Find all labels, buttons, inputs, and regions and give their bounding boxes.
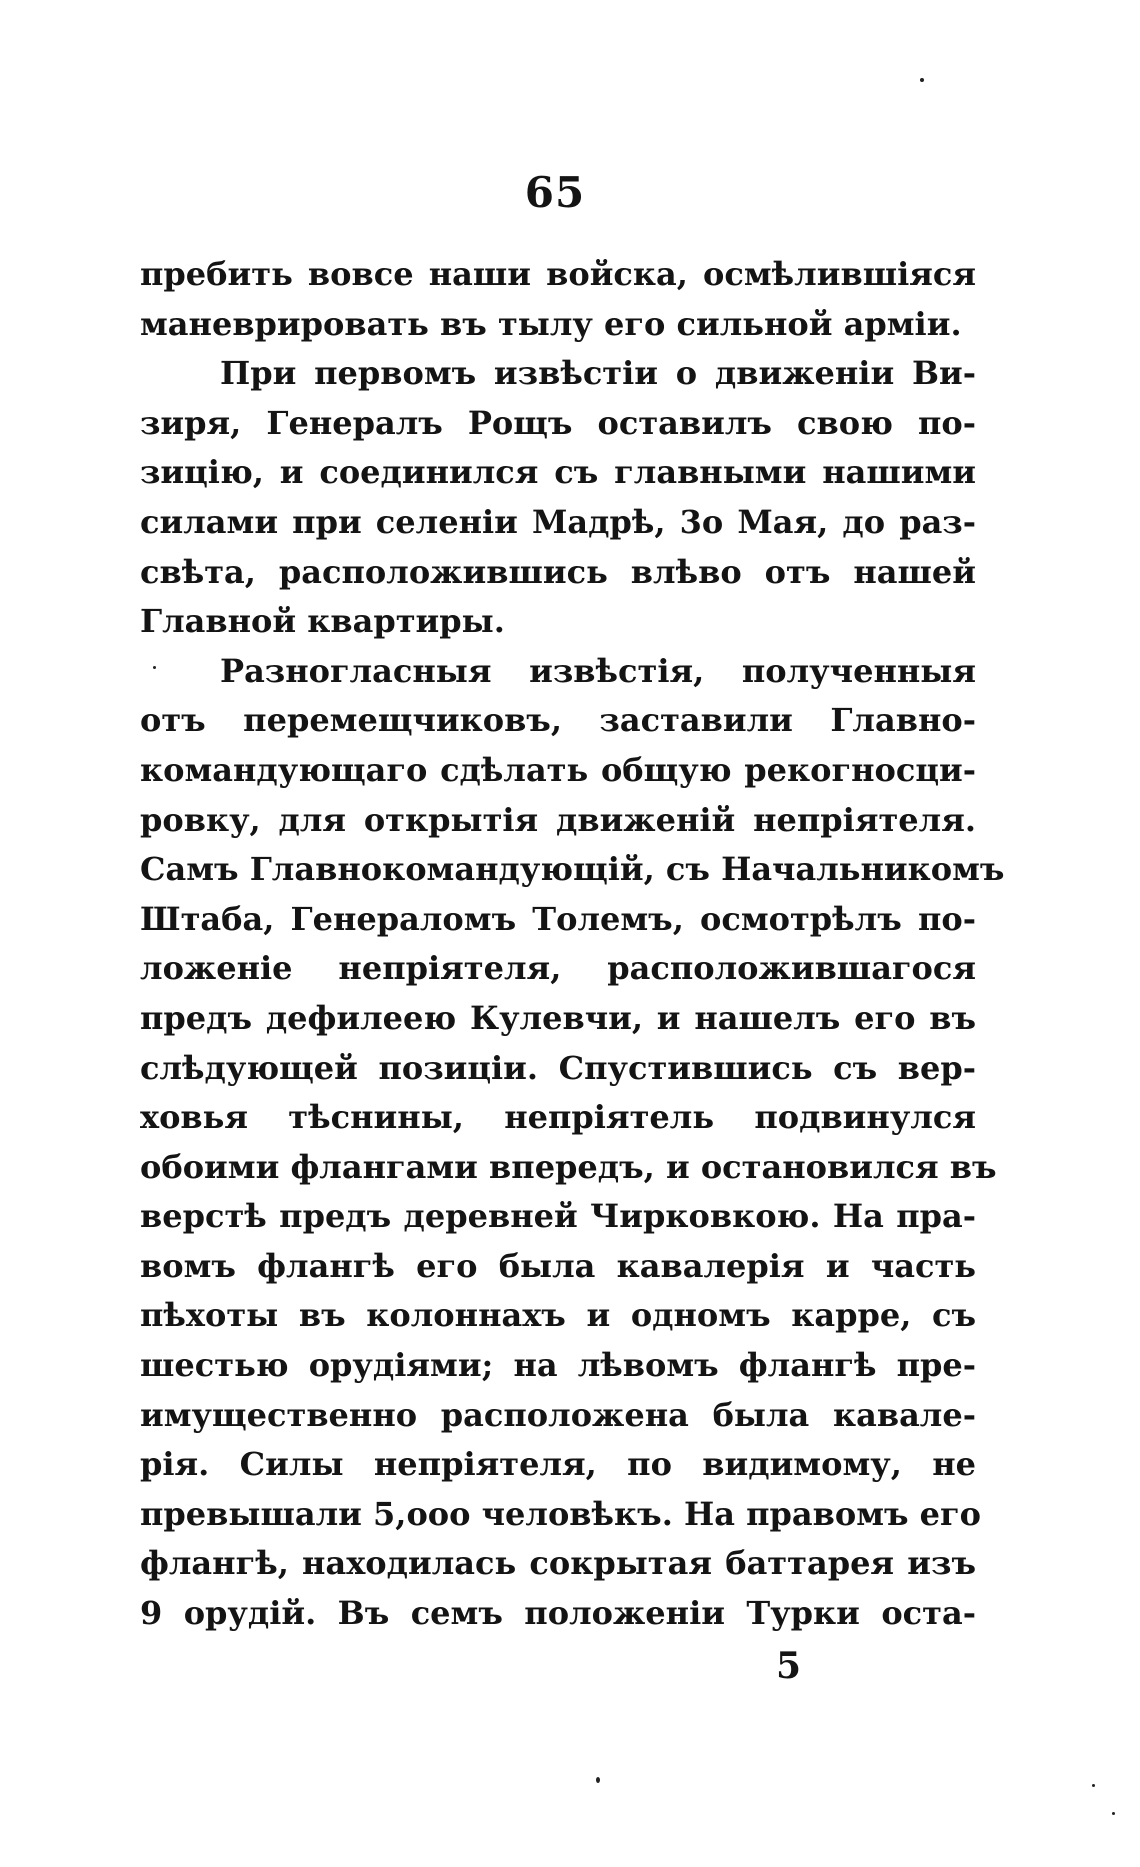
text-line: верстѣ предъ деревней Чирковкою. На пра- (140, 1197, 976, 1236)
print-speck (920, 78, 924, 82)
text-line: ровку, для открытія движеній непріятеля. (140, 800, 976, 839)
print-speck (153, 666, 156, 669)
text-line: При первомъ извѣстіи о движеніи Ви- (220, 354, 976, 393)
text-line: пребить вовсе наши войска, осмѣлившіяся (140, 255, 976, 293)
text-line: зиря, Генералъ Рощъ оставилъ свою по- (140, 403, 976, 442)
signature-mark: 5 (776, 1645, 802, 1687)
text-line: рія. Силы непріятеля, по видимому, не (140, 1445, 976, 1484)
print-speck (1112, 1812, 1115, 1815)
text-line: отъ перемещчиковъ, заставили Главно- (140, 701, 976, 740)
text-line: обоими флангами впередъ, и остановился въ (140, 1147, 997, 1186)
text-line: Главной квартиры. (140, 602, 505, 641)
text-line: свѣта, расположившись влѣво отъ нашей (140, 552, 976, 591)
text-line: силами при селеніи Мадрѣ, 3о Мая, до раз- (140, 502, 976, 541)
text-line: командующаго сдѣлать общую рекогносци- (140, 750, 976, 789)
text-line: ховья тѣснины, непріятель подвинулся (140, 1098, 976, 1137)
text-line: предъ дефилеею Кулевчи, и нашелъ его въ (140, 998, 976, 1037)
print-speck (596, 1777, 600, 1783)
body-text (140, 250, 1005, 1639)
text-line: превышали 5,ооо человѣкъ. На правомъ его (140, 1494, 981, 1533)
text-line: шестью орудіями; на лѣвомъ флангѣ пре- (140, 1346, 976, 1385)
text-line: имущественно расположена была кавале- (140, 1395, 976, 1434)
page-number: 65 (524, 168, 586, 217)
text-line: зицію, и соединился съ главными нашими (140, 453, 976, 492)
text-line: ложеніе непріятеля, расположившагося (140, 949, 976, 988)
text-line: 9 орудій. Въ семъ положеніи Турки оста- (140, 1594, 976, 1633)
text-line: пѣхоты въ колоннахъ и одномъ карре, съ (140, 1296, 976, 1335)
text-line: флангѣ, находилась сокрытая баттарея изъ (140, 1544, 976, 1583)
text-line: Самъ Главнокомандующій, съ Начальникомъ (140, 850, 1005, 889)
text-line: Разногласныя извѣстія, полученныя (220, 651, 976, 690)
text-line: вомъ флангѣ его была кавалерія и часть (140, 1246, 976, 1285)
text-line: слѣдующей позиціи. Спустившись съ вер- (140, 1048, 976, 1087)
text-line: маневрировать въ тылу его сильной арміи. (140, 304, 962, 343)
text-line: Штаба, Генераломъ Толемъ, осмотрѣлъ по- (140, 899, 976, 938)
print-speck (1092, 1784, 1095, 1787)
